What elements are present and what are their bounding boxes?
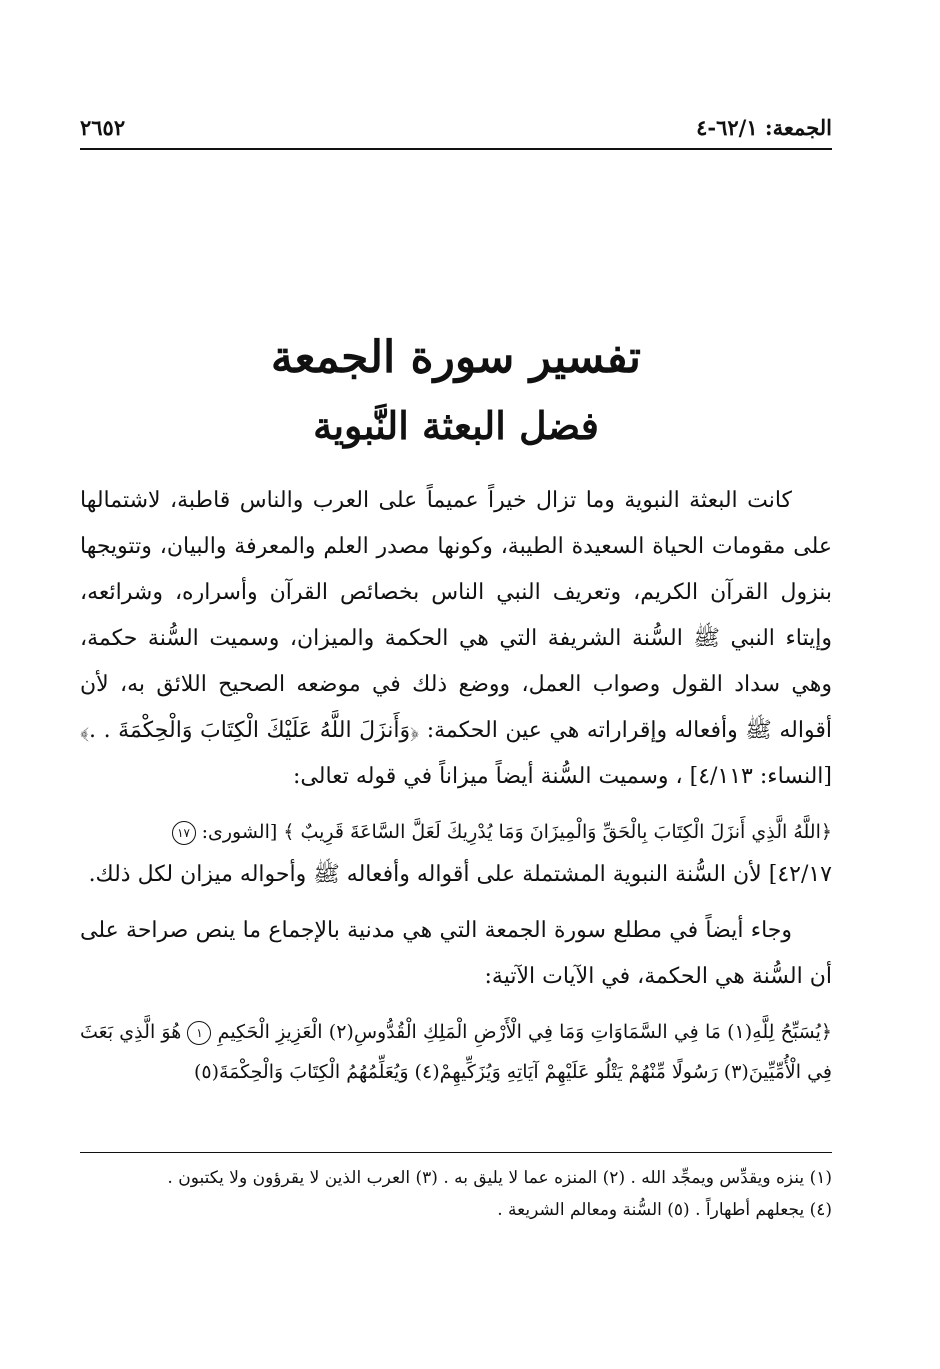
quran-quote-1-text: ﴿اللَّهُ الَّذِي أَنزَلَ الْكِتَابَ بِالْحَقِّ وَالْمِيزَانَ وَمَا يُدْرِيكَ لَعَلَّ السَّاعَةَ قَرِيبٌ ﴾ [الشورى: (201, 821, 832, 843)
paragraph-1: كانت البعثة النبوية وما تزال خيراً عميماً على العرب والناس قاطبة، لاشتمالها على مقومات الحياة السعيدة الطيبة، وكونها مصدر العلم والمعرفة والبيان، وتتويجها بنزول القرآن الكريم، وتعريف النبي الناس بخصائص القرآن وأسراره، وشرائعه، وإيتاء النبي ﷺ السُّنة الشريفة التي هي الحكمة والميزان، وسميت السُّنة حكمة، وهي سداد القول وصواب العمل، ووضع ذلك في موضعه الصحيح اللائق به، لأن أقواله ﷺ وأفعاله وإقراراته هي عين الحكمة: ﴿وَأَنزَلَ اللَّهُ عَلَيْكَ الْكِتَابَ وَالْحِكْمَةَ . .﴾ [النساء: ٤/١١٣] ، وسميت السُّنة أيضاً ميزاناً في قوله تعالى: (80, 488, 832, 789)
page-number: ٢٦٥٢ (80, 115, 126, 140)
header-divider (80, 148, 832, 150)
ayah-number-marker: ١ (187, 1021, 211, 1045)
body-text (80, 478, 832, 1092)
quran-quote-1 (80, 812, 832, 852)
chapter-reference: الجمعة: ٦٢/١-٤ (696, 115, 832, 140)
quran-quote-2-part1: ﴿يُسَبِّحُ لِلَّهِ(١) مَا فِي السَّمَاوَاتِ وَمَا فِي الْأَرْضِ الْمَلِكِ الْقُدُّوسِ(٢) الْعَزِيزِ الْحَكِيمِ (217, 1021, 833, 1043)
section-title: فضل البعثة النَّبوية (313, 403, 599, 448)
ayah-number-marker: ١٧ (172, 821, 196, 845)
document-page (80, 0, 832, 1369)
title-block (80, 326, 832, 456)
quran-quote-2-part2: هُوَ الَّذِي بَعَثَ فِي الْأُمِّيِّينَ(٣) رَسُولًا مِّنْهُمْ يَتْلُو عَلَيْهِمْ آيَاتِهِ وَيُزَكِّيهِمْ(٤) وَيُعَلِّمُهُمُ الْكِتَابَ وَالْحِكْمَةَ(٥) (80, 1021, 832, 1083)
footnote-divider (80, 1152, 832, 1153)
footnote-line-1: (١) ينزه ويقدِّس ويمجِّد الله . (٢) المنزه عما لا يليق به . (٣) العرب الذين لا يقرؤون ولا يكتبون . (167, 1168, 832, 1188)
footnotes (80, 1162, 832, 1226)
footnote-line-2: (٤) يجعلهم أطهاراً . (٥) السُّنة ومعالم الشريعة . (497, 1200, 832, 1220)
surah-title: تفسير سورة الجمعة (270, 332, 642, 383)
quran-quote-2 (80, 1012, 832, 1092)
page-header (80, 104, 832, 140)
paragraph-2: وجاء أيضاً في مطلع سورة الجمعة التي هي مدنية بالإجماع ما ينص صراحة على أن السُّنة هي الحكمة، في الآيات الآتية: (80, 918, 832, 989)
paragraph-1-continued: ٤٢/١٧] لأن السُّنة النبوية المشتملة على أقواله وأفعاله ﷺ وأحواله ميزان لكل ذلك. (88, 862, 832, 887)
